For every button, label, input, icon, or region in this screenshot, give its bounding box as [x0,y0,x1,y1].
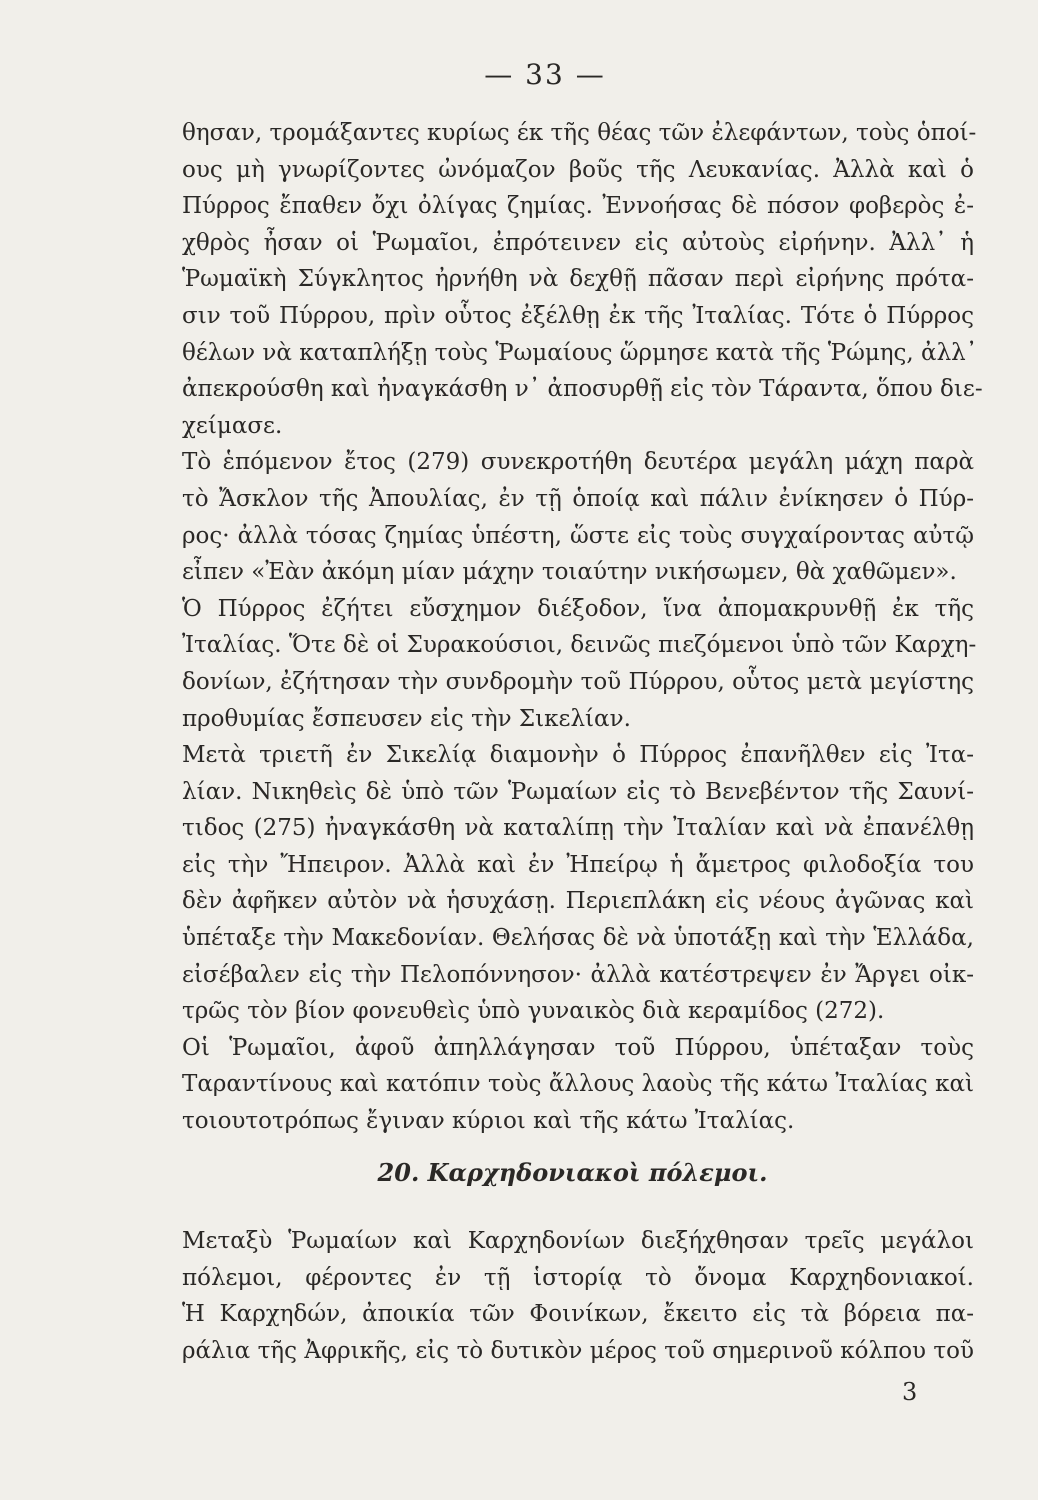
main-text-block [182,115,983,1140]
text-line: Ῥωμαϊκὴ Σύγκλητος ἠρνήθη νὰ δεχθῇ πᾶσαν περὶ εἰρήνης πρότα- [182,266,974,293]
text-line: χθρὸς ἦσαν οἱ Ῥωμαῖοι, ἐπρότεινεν εἰς αὐτοὺς εἰρήνην. Ἀλλ᾽ ἡ [182,229,974,256]
text-line: Μεταξὺ Ῥωμαίων καὶ Καρχηδονίων διεξήχθησαν τρεῖς μεγάλοι [182,1228,974,1254]
text-line: Πύρρος ἔπαθεν ὄχι ὀλίγας ζημίας. Ἐννοήσας δὲ πόσον φοβερὸς ἐ- [182,193,974,220]
section-text-block [182,1223,974,1369]
text-line: εἶπεν «Ἐὰν ἀκόμη μίαν μάχην τοιαύτην νικήσωμεν, θὰ χαθῶμεν». [182,559,957,586]
text-line: Ταραντίνους καὶ κατόπιν τοὺς ἄλλους λαοὺς τῆς κάτω Ἰταλίας καὶ [182,1071,974,1098]
text-line: τιδος (275) ἠναγκάσθη νὰ καταλίπῃ τὴν Ἰταλίαν καὶ νὰ ἐπανέλθῃ [182,815,974,842]
text-line: εἰς τὴν Ἤπειρον. Ἀλλὰ καὶ ἐν Ἠπείρῳ ἡ ἄμετρος φιλοδοξία του [182,851,974,878]
text-line: δονίων, ἐζήτησαν τὴν συνδρομὴν τοῦ Πύρρου, οὗτος μετὰ μεγίστης [182,668,974,695]
text-line: τρῶς τὸν βίον φονευθεὶς ὑπὸ γυναικὸς διὰ κεραμίδος (272). [182,998,885,1025]
text-line: Ὁ Πύρρος ἐζήτει εὔσχημον διέξοδον, ἵνα ἀπομακρυνθῇ ἐκ τῆς [182,595,974,622]
text-line: ὑπέταξε τὴν Μακεδονίαν. Θελήσας δὲ νὰ ὑποτάξῃ καὶ τὴν Ἑλλάδα, [182,925,974,952]
text-line: Ἡ Καρχηδών, ἀποικία τῶν Φοινίκων, ἔκειτο εἰς τὰ βόρεια πα- [182,1301,974,1328]
text-line: λίαν. Νικηθεὶς δὲ ὑπὸ τῶν Ῥωμαίων εἰς τὸ Βενεβέντον τῆς Σαυνί- [182,778,974,805]
text-line: δὲν ἀφῆκεν αὐτὸν νὰ ἡσυχάσῃ. Περιεπλάκη εἰς νέους ἀγῶνας καὶ [182,888,974,915]
text-line: προθυμίας ἔσπευσεν εἰς τὴν Σικελίαν. [182,705,631,732]
text-line: εἰσέβαλεν εἰς τὴν Πελοπόννησον· ἀλλὰ κατέστρεψεν ἐν Ἄργει οἰκ- [182,961,974,988]
text-line: ους μὴ γνωρίζοντες ὠνόμαζον βοῦς τῆς Λευκανίας. Ἀλλὰ καὶ ὁ [182,156,974,183]
page-number: — 33 — [484,58,606,91]
text-line: θέλων νὰ καταπλήξῃ τοὺς Ῥωμαίους ὥρμησε κατὰ τῆς Ῥώμης, ἀλλ᾽ [182,339,978,366]
text-line: θησαν, τρομάξαντες κυρίως έκ τῆς θέας τῶν ἐλεφάντων, τοὺς ὁποί- [182,120,977,146]
text-line: Ἰταλίας. Ὅτε δὲ οἱ Συρακούσιοι, δεινῶς πιεζόμενοι ὑπὸ τῶν Καρχη- [182,632,977,659]
text-line: Οἱ Ῥωμαῖοι, ἀφοῦ ἀπηλλάγησαν τοῦ Πύρρου, ὑπέταξαν τοὺς [182,1034,974,1061]
text-line: Μετὰ τριετῆ ἐν Σικελίᾳ διαμονὴν ὁ Πύρρος ἐπανῆλθεν εἰς Ἰτα- [182,742,974,769]
text-line: χείμασε. [182,412,283,439]
text-line: ἀπεκρούσθη καὶ ἠναγκάσθη ν᾽ ἀποσυρθῇ εἰς τὸν Τάραντα, ὅπου διε- [182,376,983,403]
text-line: ρος· ἀλλὰ τόσας ζημίας ὑπέστη, ὥστε εἰς τοὺς συγχαίροντας αὐτῷ [182,522,974,549]
text-line: τοιουτοτρόπως ἔγιναν κύριοι καὶ τῆς κάτω Ἰταλίας. [182,1108,795,1135]
text-line: τὸ Ἄσκλον τῆς Ἀπουλίας, ἐν τῇ ὁποίᾳ καὶ πάλιν ἐνίκησεν ὁ Πύρ- [182,485,974,512]
text-line: σιν τοῦ Πύρρου, πρὶν οὗτος ἐξέλθῃ ἐκ τῆς Ἰταλίας. Τότε ὁ Πύρρος [182,302,974,329]
text-line: Τὸ ἑπόμενον ἔτος (279) συνεκροτήθη δευτέρα μεγάλη μάχη παρὰ [182,449,974,476]
section-heading: 20. Καρχηδονιακοὶ πόλεμοι. [377,1158,768,1187]
text-line: πόλεμοι, φέροντες ἐν τῇ ἱστορίᾳ τὸ ὄνομα Καρχηδονιακοί. [182,1264,974,1291]
text-line: ράλια τῆς Ἀφρικῆς, εἰς τὸ δυτικὸν μέρος τοῦ σημερινοῦ κόλπου τοῦ [182,1337,974,1364]
signature-mark: 3 [902,1378,918,1406]
